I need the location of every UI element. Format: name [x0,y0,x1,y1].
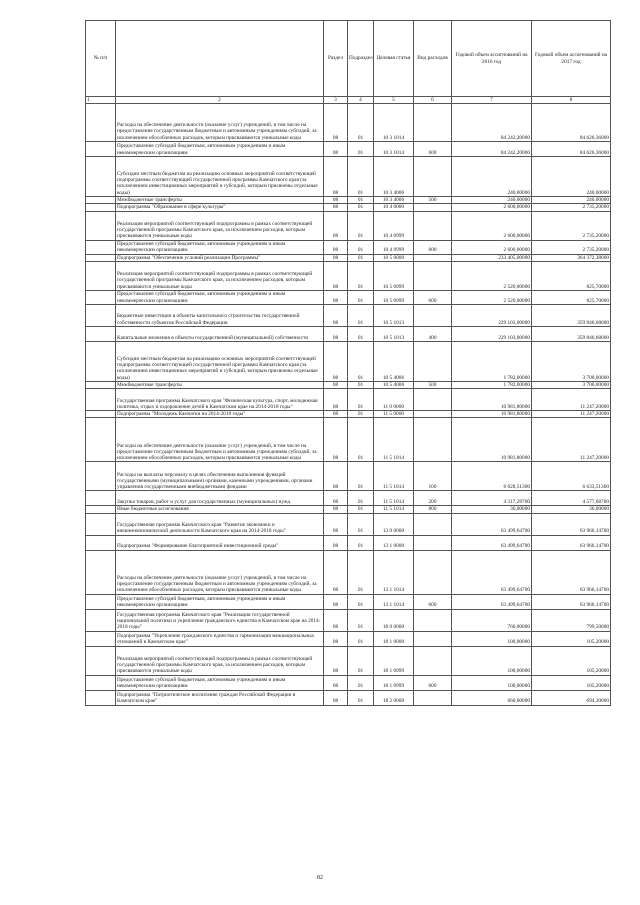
row-expense-type-cell [414,104,452,142]
row-amount-2017-cell: 11 247,20000 [532,389,611,411]
row-podrazdel-cell: 01 [348,104,374,142]
row-num-cell [86,197,116,204]
row-razdel-cell: 08 [324,341,348,381]
row-name-cell: Государственная программа Камчатского края "Реализация государственной национальной политики и укрепление гражданского единства в Камчатском крае на 2014-2018 годы" [116,609,324,631]
row-expense-type-cell [414,261,452,290]
row-podrazdel-cell: 01 [348,690,374,705]
row-name-cell: Субсидии местным бюджетам на реализацию основных мероприятий соответствующей подпрограммы соответствующей государственной программы Камчатского края (за исключением инвестиционных мероприятий и субсидий, которым присвоены отдельные коды) [116,157,324,197]
row-target-article-cell: 10 3 4006 [374,157,414,197]
row-razdel-cell: 08 [324,211,348,240]
table-row [86,513,611,535]
row-amount-2017-cell: 2 735,20000 [532,211,611,240]
row-amount-2016-cell: 10 981,80000 [452,389,532,411]
row-razdel-cell: 08 [324,609,348,631]
table-row [86,462,611,491]
row-podrazdel-cell: 01 [348,389,374,411]
row-num-cell [86,491,116,506]
row-podrazdel-cell: 01 [348,631,374,646]
row-num-cell [86,254,116,261]
row-amount-2016-cell: 63 499,64700 [452,513,532,535]
row-expense-type-cell [414,204,452,211]
table-row [86,240,611,254]
row-amount-2016-cell: 2 600,00000 [452,211,532,240]
row-num-cell [86,389,116,411]
row-name-cell: Подпрограмма "Образование в сфере культуры" [116,204,324,211]
row-amount-2017-cell: 364 372,38000 [532,254,611,261]
row-name-cell: Подпрограмма "Молодежь Камчатки на 2014-2018 годы" [116,411,324,418]
row-target-article-cell: 10 3 1014 [374,142,414,157]
row-amount-2016-cell: 1 782,00000 [452,381,532,388]
row-num-cell [86,211,116,240]
col-num: 5 [374,97,414,104]
row-amount-2016-cell: 84 242,20000 [452,142,532,157]
row-name-cell: Предоставление субсидий бюджетным, автономным учреждениям и иным некоммерческим организациям [116,594,324,609]
table-row [86,690,611,705]
row-amount-2016-cell: 4 317,28700 [452,491,532,506]
row-num-cell [86,609,116,631]
row-amount-2017-cell: 240,00000 [532,157,611,197]
row-amount-2017-cell: 2 735,20000 [532,240,611,254]
row-amount-2017-cell: 11 247,20000 [532,411,611,418]
row-target-article-cell: 10 5 0999 [374,261,414,290]
row-razdel-cell: 08 [324,240,348,254]
row-amount-2016-cell: 240,00000 [452,157,532,197]
row-expense-type-cell: 600 [414,594,452,609]
row-amount-2017-cell: 84 626,36000 [532,104,611,142]
row-num-cell [86,142,116,157]
row-expense-type-cell [414,550,452,594]
row-razdel-cell: 08 [324,418,348,462]
table-row [86,675,611,690]
row-razdel-cell: 08 [324,513,348,535]
row-podrazdel-cell: 01 [348,513,374,535]
row-amount-2017-cell: 359 846,68000 [532,304,611,326]
row-amount-2016-cell: 63 499,64700 [452,550,532,594]
row-razdel-cell: 08 [324,197,348,204]
row-razdel-cell: 08 [324,381,348,388]
table-row [86,261,611,290]
row-num-cell [86,104,116,142]
row-expense-type-cell [414,211,452,240]
row-podrazdel-cell: 01 [348,506,374,513]
row-amount-2016-cell: 229 103,00000 [452,326,532,341]
row-target-article-cell: 13 1 0000 [374,535,414,550]
row-num-cell [86,326,116,341]
row-amount-2017-cell: 63 966,14700 [532,513,611,535]
row-amount-2017-cell: 36,00000 [532,506,611,513]
row-expense-type-cell: 200 [414,491,452,506]
table-body [86,104,611,706]
row-amount-2017-cell: 11 247,20000 [532,418,611,462]
table-row [86,389,611,411]
col-num: 3 [324,97,348,104]
row-num-cell [86,381,116,388]
row-expense-type-cell [414,646,452,675]
row-expense-type-cell: 600 [414,142,452,157]
col-num: 2 [116,97,324,104]
row-num-cell [86,675,116,690]
row-podrazdel-cell: 01 [348,290,374,304]
row-razdel-cell: 08 [324,631,348,646]
row-amount-2016-cell: 760,00000 [452,609,532,631]
header-podrazdel: Подраздел [348,21,374,97]
table-row [86,104,611,142]
row-amount-2016-cell: 2 520,00000 [452,290,532,304]
row-razdel-cell: 08 [324,142,348,157]
row-name-cell: Расходы на обеспечение деятельности (оказание услуг) учреждений, в том числе на предоставление государственным бюджетным и автономным учреждениям субсидий, за исключением обособленных расходов, которым присваиваются уникальные коды [116,104,324,142]
row-expense-type-cell: 800 [414,506,452,513]
col-num: 8 [532,97,611,104]
table-row [86,254,611,261]
table-row [86,491,611,506]
row-target-article-cell: 11 5 1014 [374,506,414,513]
row-amount-2016-cell: 6 628,51300 [452,462,532,491]
row-num-cell [86,304,116,326]
row-podrazdel-cell: 01 [348,535,374,550]
table-row [86,646,611,675]
row-name-cell: Предоставление субсидий бюджетным, автономным учреждениям и иным некоммерческим организациям [116,142,324,157]
row-name-cell: Предоставление субсидий бюджетным, автономным учреждениям и иным некоммерческим организациям [116,240,324,254]
row-name-cell: Предоставление субсидий бюджетным, автономным учреждениям и иным некоммерческим организациям [116,675,324,690]
table-row [86,631,611,646]
row-name-cell: Государственная программа Камчатского края "Физическая культура, спорт, молодежная политика, отдых и оздоровление детей в Камчатском крае на 2014-2018 годы" [116,389,324,411]
row-razdel-cell: 08 [324,690,348,705]
row-num-cell [86,690,116,705]
row-name-cell: Иные бюджетные ассигнования [116,506,324,513]
row-name-cell: Подпрограмма "Патриотическое воспитание граждан Российской Федерации в Камчатском крае" [116,690,324,705]
row-num-cell [86,462,116,491]
header-num: № п/п [86,21,116,97]
row-num-cell [86,240,116,254]
row-expense-type-cell [414,157,452,197]
row-expense-type-cell: 400 [414,326,452,341]
row-podrazdel-cell: 01 [348,326,374,341]
table-row [86,550,611,594]
table-row [86,304,611,326]
row-amount-2016-cell: 2 600,00000 [452,240,532,254]
col-num: 4 [348,97,374,104]
row-name-cell: Подпрограмма "Формирование благоприятной инвестиционной среды" [116,535,324,550]
row-podrazdel-cell: 01 [348,240,374,254]
row-amount-2017-cell: 84 626,36000 [532,142,611,157]
row-num-cell [86,631,116,646]
row-name-cell: Капитальные вложения в объекты государственной (муниципальной) собственности [116,326,324,341]
row-expense-type-cell: 600 [414,675,452,690]
budget-table [85,20,611,706]
table-row [86,411,611,418]
row-num-cell [86,418,116,462]
table-row [86,290,611,304]
row-name-cell: Межбюджетные трансферты [116,381,324,388]
row-amount-2016-cell: 2 600,00000 [452,204,532,211]
table-row [86,204,611,211]
row-num-cell [86,204,116,211]
header-amount-2017: Годовой объем ассигнований на 2017 год [532,21,611,97]
row-razdel-cell: 08 [324,535,348,550]
header-expense-type: Вид расходов [414,21,452,97]
row-target-article-cell: 10 5 0999 [374,290,414,304]
row-name-cell: Закупка товаров, работ и услуг для государственных (муниципальных) нужд [116,491,324,506]
row-num-cell [86,290,116,304]
row-amount-2017-cell: 2 735,20000 [532,204,611,211]
row-razdel-cell: 08 [324,290,348,304]
row-target-article-cell: 10 3 1014 [374,104,414,142]
row-expense-type-cell [414,254,452,261]
row-podrazdel-cell: 01 [348,418,374,462]
table-row [86,609,611,631]
row-target-article-cell: 11 5 1014 [374,462,414,491]
row-target-article-cell: 11 0 0000 [374,389,414,411]
row-podrazdel-cell: 01 [348,211,374,240]
table-row [86,418,611,462]
row-amount-2016-cell: 1 782,00000 [452,341,532,381]
row-num-cell [86,506,116,513]
row-target-article-cell: 18 1 0000 [374,631,414,646]
row-target-article-cell: 11 5 1014 [374,418,414,462]
row-podrazdel-cell: 01 [348,609,374,631]
row-razdel-cell: 08 [324,594,348,609]
row-name-cell: Бюджетные инвестиции в объекты капитального строительства государственной собственности субъектов Российской Федерации [116,304,324,326]
row-razdel-cell: 08 [324,261,348,290]
row-target-article-cell: 10 5 1013 [374,326,414,341]
col-num: 6 [414,97,452,104]
table-row [86,341,611,381]
row-amount-2017-cell: 240,00000 [532,197,611,204]
row-amount-2016-cell: 660,00000 [452,690,532,705]
row-amount-2016-cell: 240,00000 [452,197,532,204]
row-amount-2017-cell: 6 633,51300 [532,462,611,491]
row-name-cell: Реализация мероприятий соответствующей подпрограммы в рамках соответствующей государственной программы Камчатского края, за исключением расходов, которым присваиваются уникальные коды [116,261,324,290]
row-podrazdel-cell: 01 [348,646,374,675]
row-amount-2016-cell: 84 242,20000 [452,104,532,142]
row-amount-2017-cell: 799,50000 [532,609,611,631]
row-name-cell: Реализация мероприятий соответствующей подпрограммы в рамках соответствующей государственной программы Камчатского края, за исключением расходов, которым присваиваются уникальные коды [116,646,324,675]
row-podrazdel-cell: 01 [348,254,374,261]
page-number: 82 [317,875,323,881]
row-num-cell [86,157,116,197]
row-amount-2017-cell: 3 700,00000 [532,381,611,388]
row-amount-2016-cell: 2 520,00000 [452,261,532,290]
row-expense-type-cell: 500 [414,381,452,388]
row-amount-2017-cell: 694,30000 [532,690,611,705]
row-amount-2017-cell: 105,20000 [532,631,611,646]
row-expense-type-cell: 600 [414,290,452,304]
row-amount-2016-cell: 229 103,00000 [452,304,532,326]
row-target-article-cell: 18 2 0000 [374,690,414,705]
row-amount-2016-cell: 100,00000 [452,631,532,646]
header-name [116,21,324,97]
row-expense-type-cell [414,690,452,705]
row-name-cell: Подпрограмма "Обеспечение условий реализации Программы" [116,254,324,261]
row-razdel-cell: 08 [324,491,348,506]
row-razdel-cell: 08 [324,646,348,675]
row-num-cell [86,594,116,609]
row-podrazdel-cell: 01 [348,197,374,204]
row-name-cell: Субсидии местным бюджетам на реализацию основных мероприятий соответствующей подпрограммы соответствующей государственной программы Камчатского края (за исключением инвестиционных мероприятий и субсидий, которым присвоены отдельные коды) [116,341,324,381]
row-amount-2016-cell: 233 405,00000 [452,254,532,261]
row-amount-2017-cell: 4 577,68700 [532,491,611,506]
row-num-cell [86,513,116,535]
row-num-cell [86,411,116,418]
row-amount-2017-cell: 105,20000 [532,646,611,675]
row-razdel-cell: 08 [324,326,348,341]
row-target-article-cell: 13 1 1014 [374,550,414,594]
row-podrazdel-cell: 01 [348,411,374,418]
table-row [86,506,611,513]
table-row [86,381,611,388]
row-podrazdel-cell: 01 [348,157,374,197]
row-target-article-cell: 13 1 1014 [374,594,414,609]
row-amount-2017-cell: 825,70000 [532,290,611,304]
row-expense-type-cell [414,304,452,326]
row-amount-2016-cell: 63 499,64700 [452,535,532,550]
row-podrazdel-cell: 01 [348,462,374,491]
column-number-row [86,97,611,104]
row-target-article-cell: 10 4 0999 [374,240,414,254]
row-target-article-cell: 10 5 1013 [374,304,414,326]
row-name-cell: Расходы на выплаты персоналу в целях обеспечения выполнения функций государственными (муниципальными) органами, казенными учреждениями, органами управления государственными внебюджетными фондами [116,462,324,491]
row-target-article-cell: 18 0 0000 [374,609,414,631]
row-expense-type-cell: 500 [414,197,452,204]
row-podrazdel-cell: 01 [348,341,374,381]
row-amount-2017-cell: 63 966,14700 [532,550,611,594]
row-expense-type-cell [414,513,452,535]
row-amount-2016-cell: 100,00000 [452,675,532,690]
table-row [86,211,611,240]
row-target-article-cell: 10 5 4006 [374,341,414,381]
row-razdel-cell: 08 [324,204,348,211]
row-amount-2017-cell: 63 966,14700 [532,594,611,609]
row-razdel-cell: 08 [324,304,348,326]
row-amount-2016-cell: 100,00000 [452,646,532,675]
header-target-article: Целевая статья [374,21,414,97]
row-amount-2017-cell: 63 966,14700 [532,535,611,550]
row-razdel-cell: 08 [324,506,348,513]
row-podrazdel-cell: 01 [348,381,374,388]
row-name-cell: Подпрограмма "Укрепление гражданского единства и гармонизация межнациональных отношений в Камчатском крае" [116,631,324,646]
row-name-cell: Расходы на обеспечение деятельности (оказание услуг) учреждений, в том числе на предоставление государственным бюджетным и автономным учреждениям субсидий, за исключением обособленных расходов, которым присваиваются уникальные коды [116,418,324,462]
row-num-cell [86,341,116,381]
row-expense-type-cell: 600 [414,240,452,254]
row-razdel-cell: 08 [324,675,348,690]
table-row [86,142,611,157]
row-podrazdel-cell: 01 [348,204,374,211]
row-amount-2016-cell: 36,00000 [452,506,532,513]
row-target-article-cell: 10 4 0999 [374,211,414,240]
row-amount-2016-cell: 10 981,80000 [452,411,532,418]
row-razdel-cell: 08 [324,389,348,411]
row-podrazdel-cell: 01 [348,491,374,506]
row-num-cell [86,550,116,594]
row-razdel-cell: 08 [324,550,348,594]
row-target-article-cell: 10 3 4006 [374,197,414,204]
row-expense-type-cell [414,631,452,646]
row-podrazdel-cell: 01 [348,550,374,594]
row-razdel-cell: 08 [324,254,348,261]
table-row [86,326,611,341]
row-name-cell: Государственная программа Камчатского края "Развитие экономики и внешнеэкономической деятельности Камчатского края на 2014-2018 годы" [116,513,324,535]
row-amount-2017-cell: 825,70000 [532,261,611,290]
header-razdel: Раздел [324,21,348,97]
col-num: 1 [86,97,116,104]
row-razdel-cell: 08 [324,104,348,142]
row-target-article-cell: 13 0 0000 [374,513,414,535]
row-num-cell [86,261,116,290]
row-expense-type-cell [414,418,452,462]
header-amount-2016: Годовой объем ассигнований на 2016 год [452,21,532,97]
row-target-article-cell: 11 5 1014 [374,491,414,506]
row-razdel-cell: 08 [324,411,348,418]
row-target-article-cell: 10 5 4006 [374,381,414,388]
row-expense-type-cell [414,535,452,550]
row-target-article-cell: 11 5 0000 [374,411,414,418]
row-podrazdel-cell: 01 [348,304,374,326]
row-name-cell: Расходы на обеспечение деятельности (оказание услуг) учреждений, в том числе на предоставление государственным бюджетным и автономным учреждениям субсидий, за исключением обособленных расходов, которым присваиваются уникальные коды [116,550,324,594]
row-name-cell: Предоставление субсидий бюджетным, автономным учреждениям и иным некоммерческим организациям [116,290,324,304]
table-row [86,535,611,550]
row-target-article-cell: 10 4 0000 [374,204,414,211]
row-amount-2017-cell: 105,20000 [532,675,611,690]
row-target-article-cell: 18 1 0999 [374,675,414,690]
row-num-cell [86,535,116,550]
row-podrazdel-cell: 01 [348,675,374,690]
document-page [85,20,610,706]
table-row [86,197,611,204]
table-header [86,21,611,104]
row-amount-2017-cell: 3 700,00000 [532,341,611,381]
row-podrazdel-cell: 01 [348,142,374,157]
table-row [86,594,611,609]
row-expense-type-cell [414,411,452,418]
row-amount-2017-cell: 359 846,68000 [532,326,611,341]
row-expense-type-cell: 100 [414,462,452,491]
table-row [86,157,611,197]
row-target-article-cell: 10 5 0000 [374,254,414,261]
row-amount-2016-cell: 10 981,80000 [452,418,532,462]
row-name-cell: Межбюджетные трансферты [116,197,324,204]
row-razdel-cell: 08 [324,462,348,491]
row-name-cell: Реализация мероприятий соответствующей подпрограммы в рамках соответствующей государственной программы Камчатского края, за исключением расходов, которым присваиваются уникальные коды [116,211,324,240]
col-num: 7 [452,97,532,104]
row-amount-2016-cell: 63 499,64700 [452,594,532,609]
row-target-article-cell: 18 1 0999 [374,646,414,675]
row-expense-type-cell [414,341,452,381]
row-expense-type-cell [414,609,452,631]
row-num-cell [86,646,116,675]
row-razdel-cell: 08 [324,157,348,197]
row-podrazdel-cell: 01 [348,594,374,609]
row-podrazdel-cell: 01 [348,261,374,290]
row-expense-type-cell [414,389,452,411]
